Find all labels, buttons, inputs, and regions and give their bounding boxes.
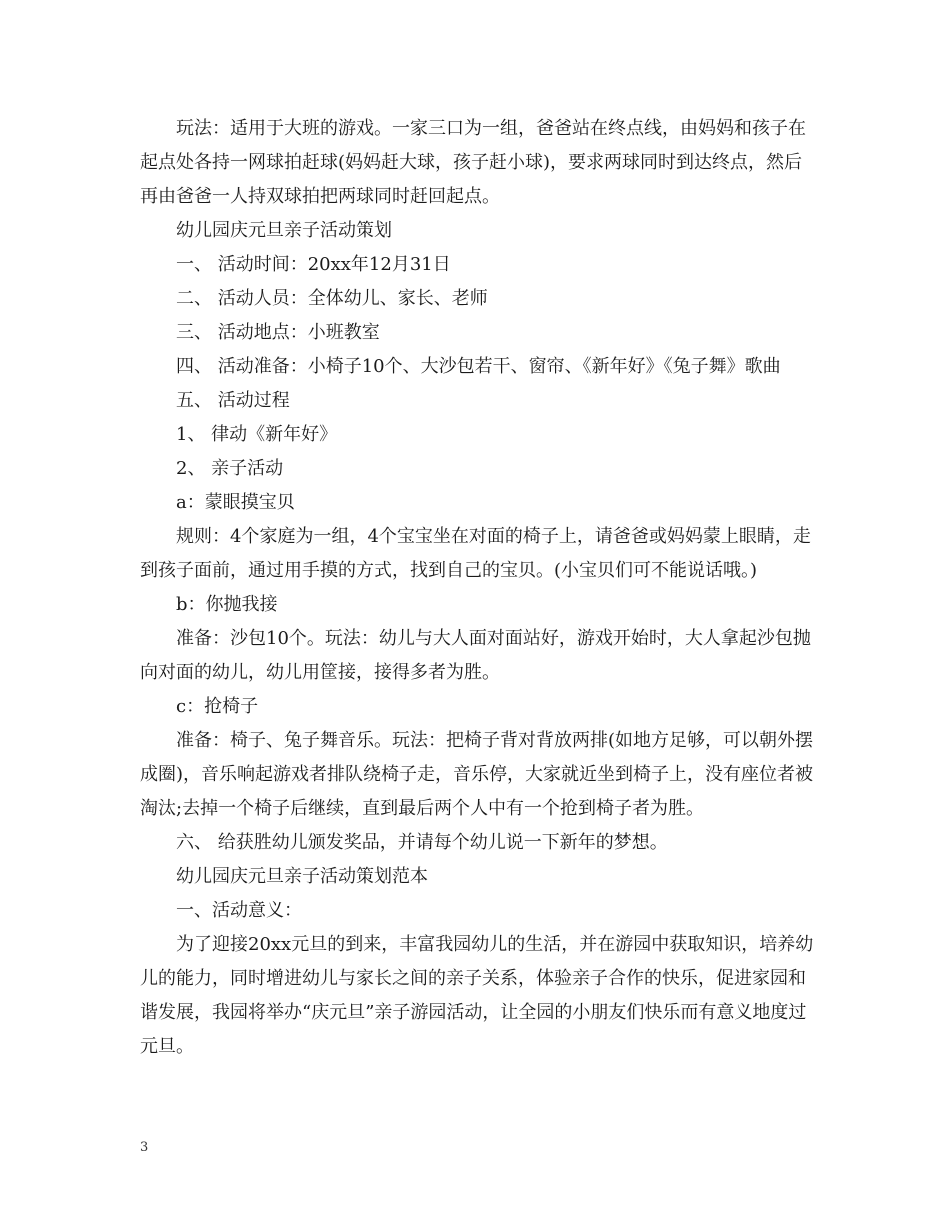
list-item-people: 二、 活动人员：全体幼儿、家长、老师 (176, 288, 488, 309)
list-item-location: 三、 活动地点：小班教室 (176, 322, 380, 343)
section-title-template: 幼儿园庆元旦亲子活动策划范本 (176, 866, 428, 887)
list-item-process: 五、 活动过程 (176, 390, 290, 411)
document-body (140, 112, 820, 1064)
paragraph-game-c-rules: 准备：椅子、兔子舞音乐。玩法：把椅子背对背放两排(如地方足够，可以朝外摆成圈)，音乐响起游戏者排队绕椅子走，音乐停，大家就近坐到椅子上，没有座位者被淘汰;去掉一个椅子后继续，直到最后两个人中有一个抢到椅子者为胜。 (140, 730, 814, 819)
paragraph-game-b-rules: 准备：沙包10个。玩法：幼儿与大人面对面站好，游戏开始时，大人拿起沙包抛向对面的幼儿，幼儿用筐接，接得多者为胜。 (140, 628, 811, 683)
list-item-preparation: 四、 活动准备：小椅子10个、大沙包若干、窗帘、《新年好》《兔子舞》歌曲 (176, 356, 781, 377)
list-item-awards: 六、 给获胜幼儿颁发奖品，并请每个幼儿说一下新年的梦想。 (176, 832, 668, 853)
section-title-plan: 幼儿园庆元旦亲子活动策划 (176, 220, 392, 241)
paragraph-game-a-rules: 规则：4个家庭为一组，4个宝宝坐在对面的椅子上，请爸爸或妈妈蒙上眼睛，走到孩子面前，通过用手摸的方式，找到自己的宝贝。(小宝贝们可不能说话哦。) (140, 526, 811, 581)
list-item-time: 一、 活动时间：20xx年12月31日 (176, 254, 451, 275)
paragraph-significance: 为了迎接20xx元旦的到来，丰富我园幼儿的生活，并在游园中获取知识，培养幼儿的能力，同时增进幼儿与家长之间的亲子关系，体验亲子合作的快乐，促进家园和谐发展，我园将举办“庆元旦”亲子游园活动，让全园的小朋友们快乐而有意义地度过元旦。 (140, 934, 814, 1057)
game-title-a: a：蒙眼摸宝贝 (176, 492, 295, 513)
game-title-b: b：你抛我接 (176, 594, 278, 615)
game-title-c: c：抢椅子 (176, 696, 259, 717)
heading-significance: 一、活动意义： (176, 900, 302, 921)
sub-item-rhythm: 1、 律动《新年好》 (176, 424, 338, 445)
paragraph-rules-intro: 玩法：适用于大班的游戏。一家三口为一组，爸爸站在终点线，由妈妈和孩子在起点处各持一网球拍赶球(妈妈赶大球，孩子赶小球)，要求两球同时到达终点，然后再由爸爸一人持双球拍把两球同时赶回起点。 (140, 118, 806, 207)
page-number: 3 (140, 1140, 149, 1155)
sub-item-activity: 2、 亲子活动 (176, 458, 284, 479)
